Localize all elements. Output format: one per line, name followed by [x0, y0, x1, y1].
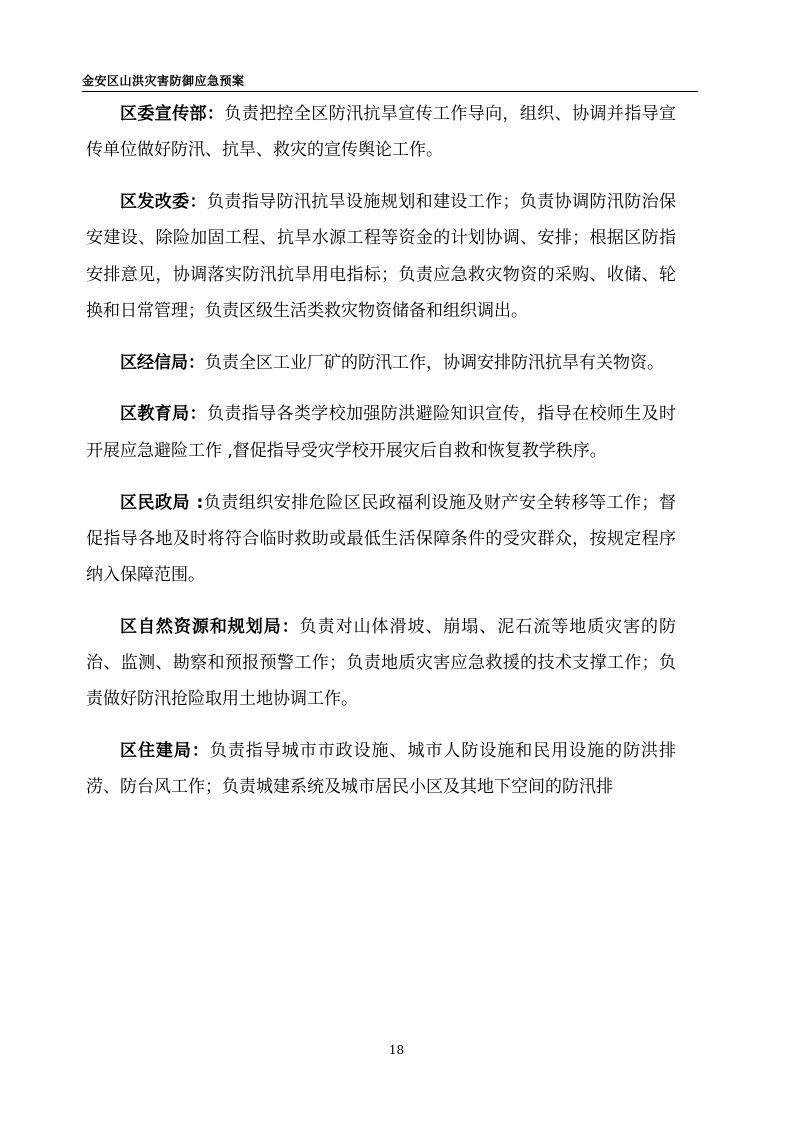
dept-duties: 负责指导各类学校加强防洪避险知识宣传，指导在校师生及时开展应急避险工作 ,督促指导受灾学校开展灾后自救和恢复教学秩序。 [86, 404, 677, 461]
document-header-title: 金安区山洪灾害防御应急预案 [82, 74, 245, 88]
page-number: 18 [388, 1043, 405, 1057]
dept-duties: 负责指导城市市政设施、城市人防设施和民用设施的防洪排涝、防台风工作；负责城建系统及城市居民小区及其地下空间的防汛排 [86, 741, 677, 798]
dept-name: 区民政局 : [120, 492, 204, 513]
dept-duties: 负责指导防汛抗旱设施规划和建设工作；负责协调防汛防治保安建设、除险加固工程、抗旱水源工程等资金的计划协调、安排；根据区防指安排意见，协调落实防汛抗旱用电指标；负责应急救灾物资的采购、收储、轮换和日常管理；负责区级生活类救灾物资储备和组织调出。 [86, 192, 677, 321]
dept-duties: 负责把控全区防汛抗旱宣传工作导向，组织、协调并指导宣传单位做好防汛、抗旱、救灾的宣传舆论工作。 [86, 104, 677, 161]
paragraph-development-reform [86, 184, 676, 329]
dept-duties: 负责组织安排危险区民政福利设施及财产安全转移等工作；督促指导各地及时将符合临时救助或最低生活保障条件的受灾群众，按规定程序纳入保障范围。 [86, 492, 677, 585]
dept-name: 区住建局： [120, 741, 210, 762]
header-divider [82, 91, 698, 92]
paragraph-economy-info [86, 345, 676, 381]
dept-name: 区发改委： [120, 192, 207, 213]
dept-duties: 负责全区工业厂矿的防汛工作，协调安排防汛抗旱有关物资。 [205, 352, 664, 373]
dept-duties: 负责对山体滑坡、崩塌、泥石流等地质灾害的防治、监测、勘察和预报预警工作；负责地质灾害应急救援的技术支撑工作；负责做好防汛抢险取用土地协调工作。 [86, 616, 677, 710]
dept-name: 区经信局： [120, 352, 205, 373]
paragraph-education [86, 396, 676, 468]
paragraph-housing-construction [86, 733, 676, 805]
dept-name: 区自然资源和规划局： [120, 616, 300, 637]
document-body [86, 96, 676, 806]
paragraph-civil-affairs [86, 485, 676, 594]
dept-name: 区教育局： [120, 404, 207, 425]
paragraph-publicity-dept [86, 96, 676, 168]
dept-name: 区委宣传部： [120, 104, 225, 124]
paragraph-natural-resources [86, 609, 676, 718]
